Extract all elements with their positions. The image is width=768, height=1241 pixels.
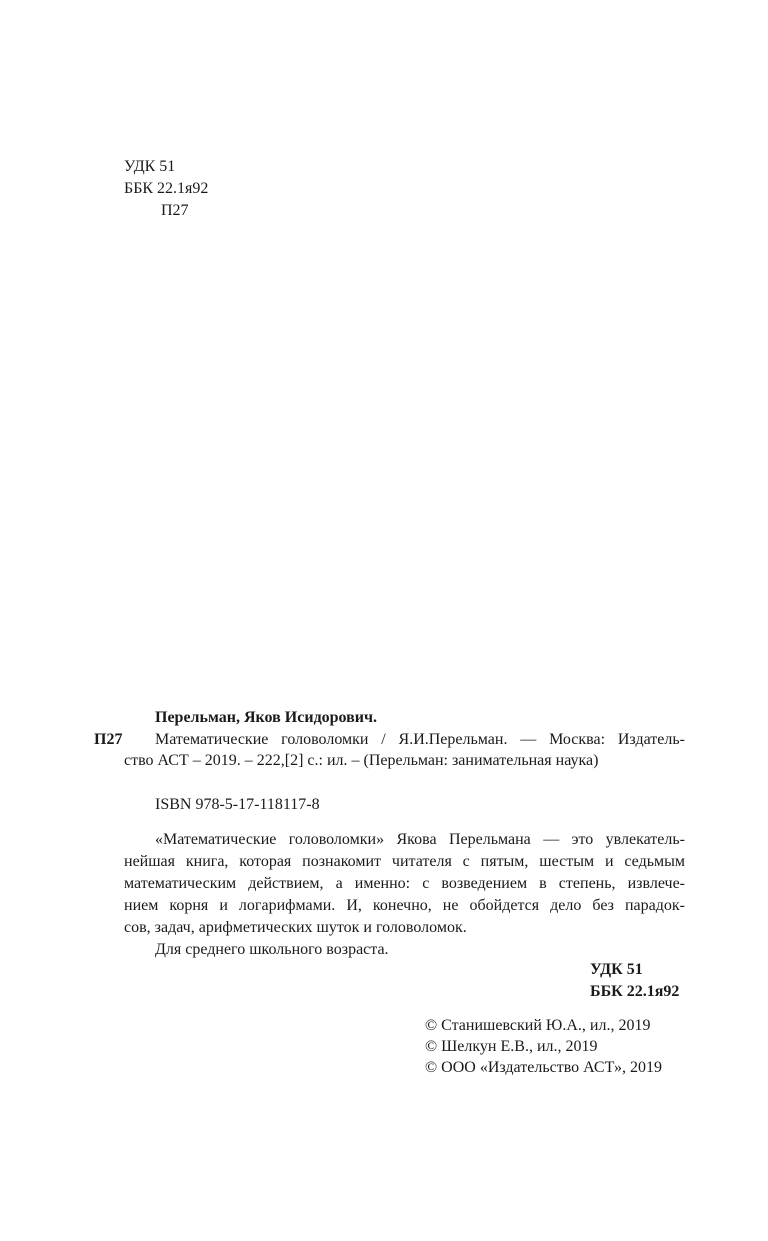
audience-note: Для среднего школьного возраста. bbox=[155, 941, 389, 958]
annotation-line: сов, задач, арифметических шуток и головоломок. bbox=[124, 919, 467, 936]
author-heading: Перельман, Яков Исидорович. bbox=[155, 709, 378, 726]
description-line-2: ство АСТ – 2019. – 222,[2] с.: ил. – (Перельман: занимательная наука) bbox=[124, 752, 599, 769]
author-sign: П27 bbox=[94, 731, 123, 748]
author-sign-top: П27 bbox=[161, 202, 189, 219]
copyright-line: © ООО «Издательство АСТ», 2019 bbox=[425, 1059, 662, 1076]
annotation-line: нейшая книга, которая познакомит читателя с пятым, шестым и седьмым bbox=[124, 853, 685, 870]
annotation-line: «Математические головоломки» Якова Перельмана — это увлекатель- bbox=[155, 831, 685, 848]
description-line-1: Математические головоломки / Я.И.Перельман. — Москва: Издатель- bbox=[155, 731, 685, 748]
annotation-line: математическим действием, а именно: с возведением в степень, извлече- bbox=[124, 875, 685, 892]
copyright-line: © Станишевский Ю.А., ил., 2019 bbox=[425, 1017, 651, 1034]
bbk-code-top: ББК 22.1я92 bbox=[124, 180, 209, 197]
udk-code-top: УДК 51 bbox=[124, 158, 176, 175]
bbk-code: ББК 22.1я92 bbox=[590, 983, 680, 1000]
annotation-line: нием корня и логарифмами. И, конечно, не обойдется дело без парадок- bbox=[124, 897, 685, 914]
isbn: ISBN 978-5-17-118117-8 bbox=[155, 796, 320, 813]
udk-code: УДК 51 bbox=[590, 961, 643, 978]
copyright-line: © Шелкун Е.В., ил., 2019 bbox=[425, 1038, 598, 1055]
